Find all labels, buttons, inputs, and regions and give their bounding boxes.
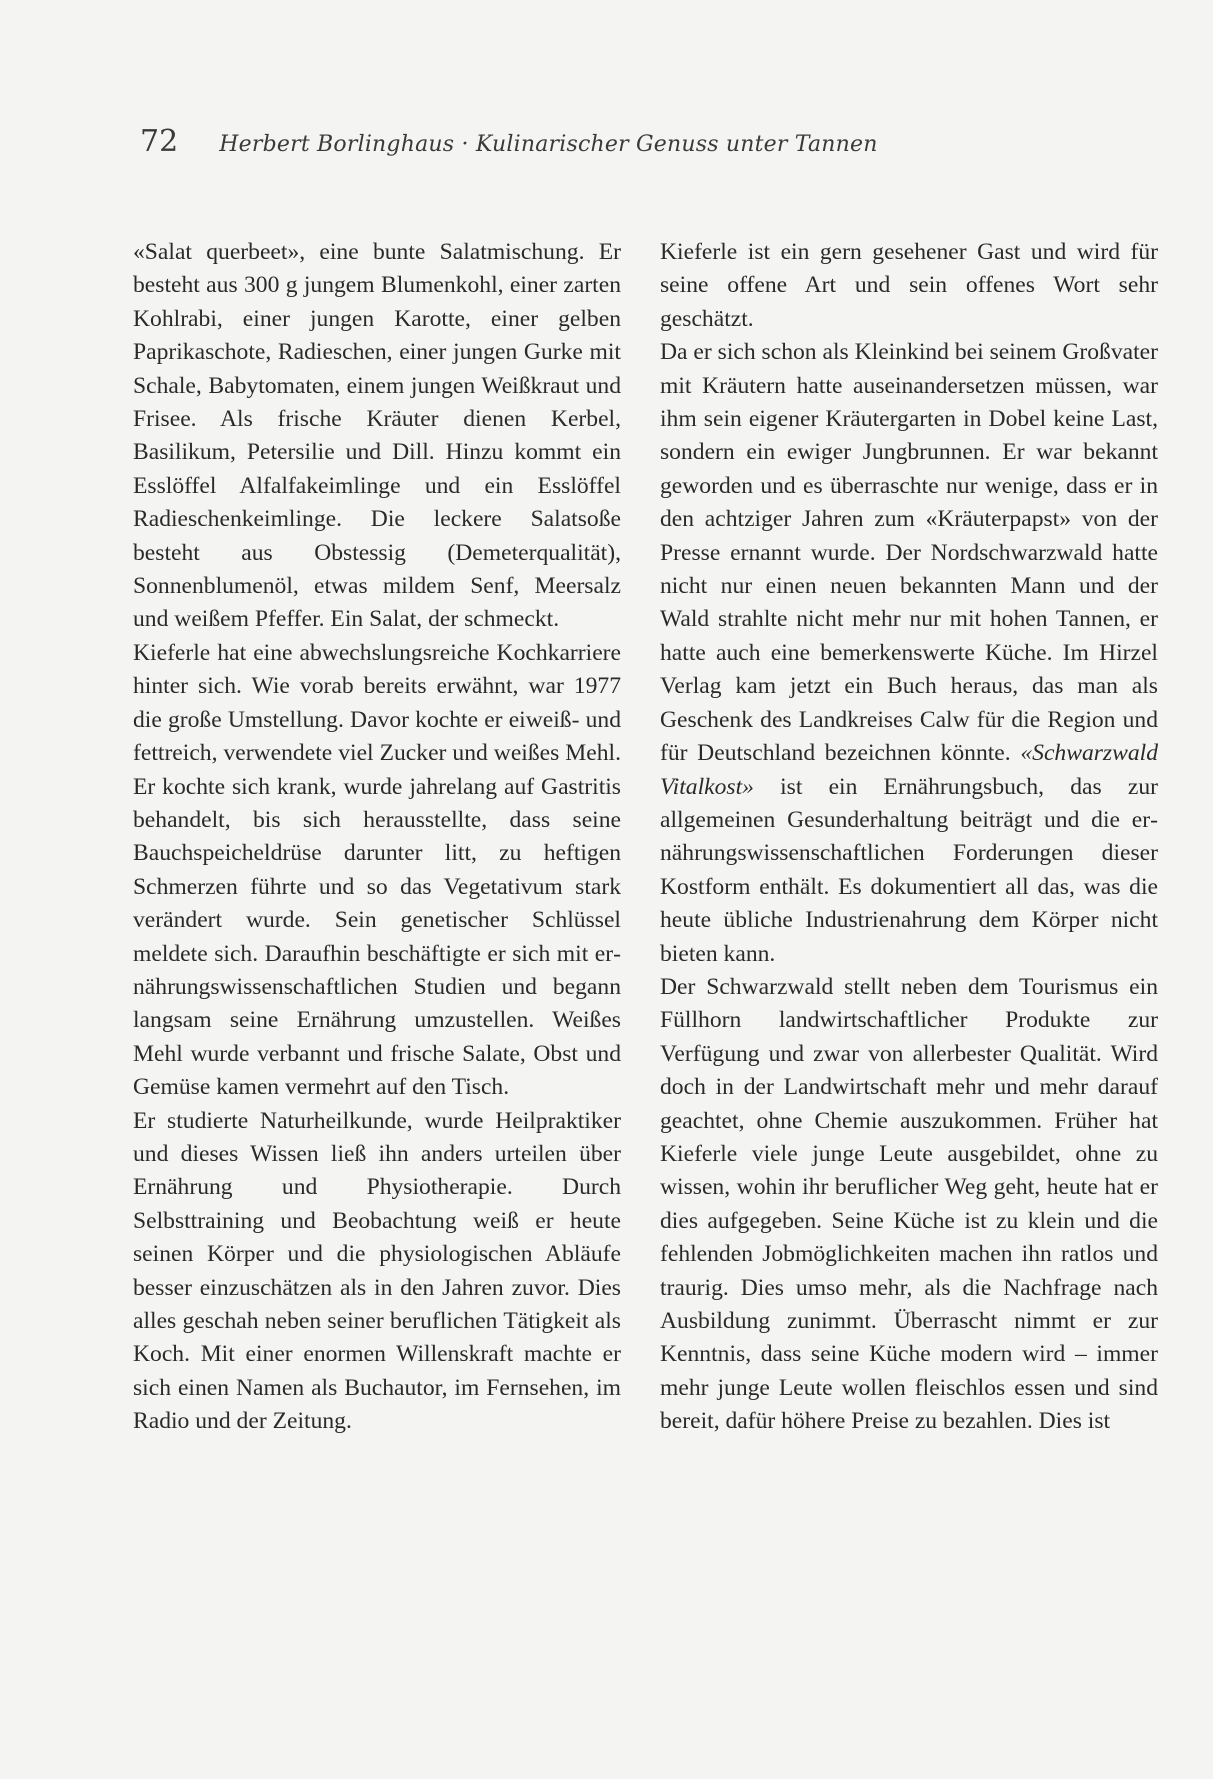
paragraph: Der Schwarzwald stellt neben dem Tourismus ein Füllhorn landwirtschaftlicher Produkte zur Verfügung und zwar von allerbester Qualität. Wird doch in der Landwirtschaft mehr und mehr darauf geachtet, ohne Chemie auszukommen. Früher hat Kieferle viele junge Leute ausgebildet, ohne zu wissen, wohin ihr beruflicher Weg geht, heute hat er dies aufgegeben. Seine Küche ist zu klein und die fehlenden Jobmöglichkeiten machen ihn ratlos und traurig. Dies umso mehr, als die Nachfrage nach Ausbildung zunimmt. Überrascht nimmt er zur Kenntnis, dass seine Küche modern wird – immer mehr junge Leute wollen fleischlos essen und sind bereit, dafür höhere Preise zu bezahlen. Dies ist — [660, 973, 1158, 1435]
paragraph: Kieferle hat eine abwechslungsreiche Kochkarriere hinter sich. Wie vorab bereits erwähnt, war 1977 die große Umstellung. Davor kochte er eiweiß- und fettreich, verwendete viel Zucker und weißes Mehl. Er kochte sich krank, wurde jahrelang auf Gastritis behandelt, bis sich herausstellte, dass seine Bauchspeicheldrüse darunter litt, zu heftigen Schmerzen führte und so das Vegetativum stark verändert wurde. Sein genetischer Schlüssel meldete sich. Daraufhin beschäftigte er sich mit ernährungswissenschaftlichen Studien und begann langsam seine Ernährung umzustellen. Weißes Mehl wurde verbannt und frische Salate, Obst und Gemüse kamen vermehrt auf den Tisch. — [133, 639, 621, 1101]
book-title: «Schwarzwald Vitalkost» — [660, 740, 1158, 800]
running-head: Herbert Borlinghaus · Kulinarischer Genuss unter Tannen — [219, 132, 878, 157]
paragraph — [660, 336, 1158, 971]
right-column — [660, 236, 1158, 1439]
page-header — [140, 124, 878, 159]
paragraph-text: ist ein Ernährungsbuch, das zur allgemeinen Gesunderhaltung beiträgt und die ernährungswissenschaftlichen Forderungen dieser Kostform enthält. Es dokumentiert all das, was die heute übliche Industrienahrung dem Körper nicht bieten kann. — [660, 773, 1158, 967]
left-column — [133, 236, 621, 1439]
paragraph-text: Da er sich schon als Kleinkind bei seinem Großvater mit Kräutern hatte auseinandersetzen müssen, war ihm sein eigener Kräutergarten in Dobel keine Last, sondern ein ewiger Jungbrunnen. Er war bekannt geworden und es überraschte nur wenige, dass er in den achtziger Jahren zum «Kräuterpapst» von der Presse ernannt wurde. Der Nordschwarzwald hatte nicht nur einen neuen bekannten Mann und der Wald strahlte nicht mehr nur mit hohen Tannen, er hatte auch eine bemerkenswerte Küche. Im Hirzel Verlag kam jetzt ein Buch heraus, das man als Geschenk des Landkreises Calw für die Region und für Deutschland bezeichnen könnte. — [660, 339, 1158, 767]
page-number: 72 — [140, 124, 179, 159]
paragraph: Er studierte Naturheilkunde, wurde Heilpraktiker und dieses Wissen ließ ihn anders urteilen über Ernährung und Physiotherapie. Durch Selbsttraining und Beobachtung weiß er heute seinen Körper und die physiologischen Abläufe besser einzuschätzen als in den Jahren zuvor. Dies alles geschah neben seiner beruflichen Tätigkeit als Koch. Mit einer enormen Willenskraft machte er sich einen Namen als Buchautor, im Fernsehen, im Radio und der Zeitung. — [133, 1107, 621, 1435]
paragraph: «Salat querbeet», eine bunte Salatmischung. Er besteht aus 300 g jungem Blumenkohl, einer zarten Kohlrabi, einer jungen Karotte, einer gelben Paprikaschote, Radieschen, einer jungen Gurke mit Schale, Babytomaten, einem jungen Weißkraut und Frisee. Als frische Kräuter dienen Kerbel, Basilikum, Petersilie und Dill. Hinzu kommt ein Esslöffel Alfalfakeimlinge und ein Esslöffel Radieschenkeimlinge. Die leckere Salatsoße besteht aus Obstessig (Demeterqualität), Sonnenblumenöl, etwas mildem Senf, Meersalz und weißem Pfeffer. Ein Salat, der schmeckt. — [133, 239, 621, 633]
paragraph: Kieferle ist ein gern gesehener Gast und wird für seine offene Art und sein offenes Wort sehr geschätzt. — [660, 239, 1158, 332]
